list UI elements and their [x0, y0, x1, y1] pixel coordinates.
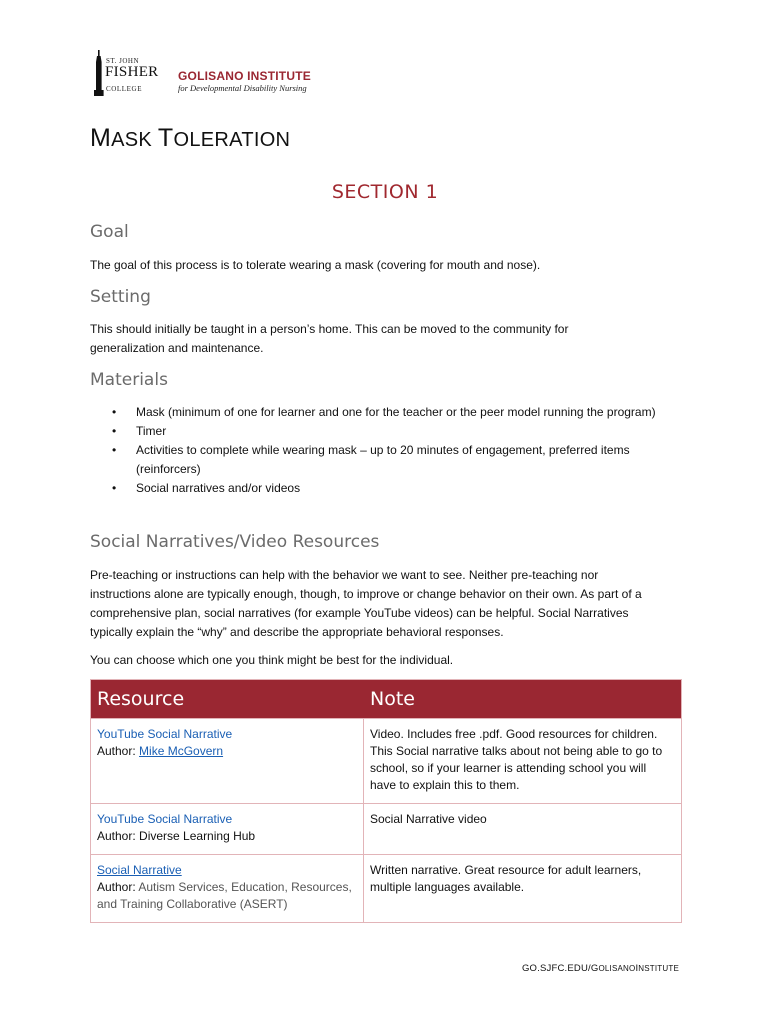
- table-row: [91, 854, 681, 922]
- resource-table: [90, 679, 682, 923]
- college-name-line3: COLLEGE: [106, 85, 143, 93]
- author-link[interactable]: Mike McGovern: [139, 744, 224, 758]
- social-narratives-paragraph: Pre-teaching or instructions can help with the behavior we want to see. Neither pre-teaching nor instructions alone are typically enough, though, to improve or change behavior on their own. As part of a comprehensive plan, social narratives (for example YouTube videos) can be helpful. Social Narratives typically explain the “why” and describe the appropriate behavioral responses.: [90, 568, 642, 639]
- author-label: Author:: [97, 880, 139, 894]
- document-title: [90, 124, 290, 153]
- note-cell: Video. Includes free .pdf. Good resources for children. This Social narrative talks about not being able to go to school, so if your learner is attending school you will have to explain this to them.: [370, 727, 663, 792]
- resource-link[interactable]: YouTube Social Narrative: [97, 812, 233, 826]
- note-cell: Social Narrative video: [370, 812, 487, 826]
- footer-part: NSTITUTE: [638, 964, 679, 973]
- author-name: Diverse Learning Hub: [139, 829, 256, 843]
- resource-link[interactable]: YouTube Social Narrative: [97, 727, 233, 741]
- author-label: Author:: [97, 829, 140, 843]
- header-logo: [92, 50, 332, 100]
- college-name-line2: FISHER: [105, 64, 159, 80]
- resource-link[interactable]: Social Narrative: [97, 863, 182, 877]
- choose-text: You can choose which one you think might be best for the individual.: [90, 653, 454, 667]
- goal-text: The goal of this process is to tolerate wearing a mask (covering for mouth and nose).: [90, 258, 541, 272]
- footer-url: [522, 963, 679, 974]
- list-item: • Social narratives and/or videos: [90, 479, 670, 498]
- table-row: [91, 718, 681, 803]
- table-row: [91, 803, 681, 854]
- resource-cell: [91, 804, 364, 854]
- materials-heading: Materials: [90, 370, 168, 390]
- resource-cell: [91, 855, 364, 922]
- title-cap2: T: [157, 124, 174, 152]
- college-name-line1: ST. JOHN: [106, 57, 140, 65]
- column-header-resource: Resource: [97, 688, 185, 710]
- table-header: [91, 680, 681, 718]
- setting-heading: Setting: [90, 287, 151, 307]
- footer-part: I: [635, 963, 639, 974]
- note-cell: Written narrative. Great resource for adult learners, multiple languages available.: [370, 863, 642, 894]
- institute-subtitle: for Developmental Disability Nursing: [178, 83, 307, 93]
- resource-cell: [91, 719, 364, 803]
- list-item: • Mask (minimum of one for learner and one for the teacher or the peer model running the program): [90, 403, 670, 422]
- column-header-note: Note: [370, 688, 415, 710]
- section-heading: SECTION 1: [331, 181, 439, 203]
- list-item: • Timer: [90, 422, 670, 441]
- list-item: • Activities to complete while wearing mask – up to 20 minutes of engagement, preferred items (reinforcers): [90, 441, 670, 479]
- author-name: Autism Services, Education, Resources, and Training Collaborative (ASERT): [97, 880, 352, 911]
- title-cap1: M: [90, 124, 112, 152]
- setting-text: This should initially be taught in a person’s home. This can be moved to the community for generalization and maintenance.: [90, 322, 569, 355]
- title-rest2: OLERATION: [173, 129, 291, 151]
- goal-heading: Goal: [90, 222, 129, 242]
- institute-name: GOLISANO INSTITUTE: [178, 69, 311, 83]
- social-narratives-heading: Social Narratives/Video Resources: [90, 532, 380, 552]
- materials-list: [90, 403, 670, 498]
- footer-part: GO.SJFC.EDU/G: [521, 963, 599, 974]
- author-label: Author:: [97, 744, 140, 758]
- footer-part: OLISANO: [598, 964, 636, 973]
- title-rest1: ASK: [111, 129, 158, 151]
